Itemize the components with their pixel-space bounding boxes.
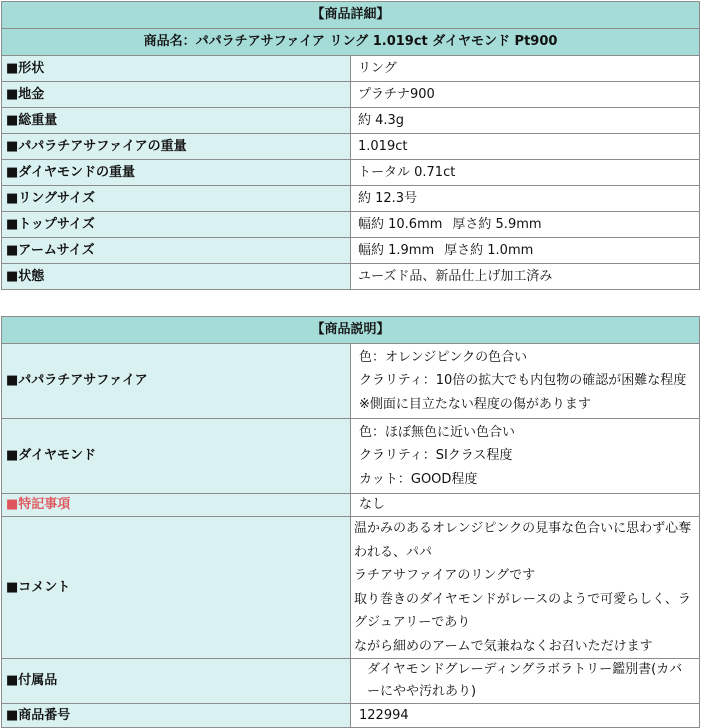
spec-label-metal: ■地金	[2, 82, 351, 108]
padparadscha-clarity: クラリティ：10倍の拡大でも内包物の確認が困難な程度	[359, 373, 687, 389]
desc-value-notes: なし	[351, 494, 700, 517]
spec-label-diamond-weight: ■ダイヤモンドの重量	[2, 160, 351, 186]
comment-line: 取り巻きのダイヤモンドがレースのようで可愛らしく、ラグジュアリーであり	[354, 591, 691, 630]
table-row	[2, 108, 700, 134]
table-row	[2, 494, 700, 517]
spec-value-total-weight: 約 4.3g	[351, 108, 700, 134]
table-row	[2, 160, 700, 186]
desc-value-comment	[351, 517, 700, 659]
table-row	[2, 344, 700, 419]
details-heading: 【商品詳細】	[2, 2, 700, 29]
product-description-table	[1, 316, 700, 728]
desc-value-product-number: 122994	[351, 704, 700, 728]
diamond-color: 色：ほぼ無色に近い色合い	[359, 424, 516, 440]
top-thickness: 厚さ約 5.9mm	[452, 217, 542, 232]
spec-value-top-size	[351, 212, 700, 238]
table-row	[2, 517, 700, 659]
table-row	[2, 264, 700, 290]
table-row	[2, 134, 700, 160]
spec-value-condition: ユーズド品、新品仕上げ加工済み	[351, 264, 700, 290]
spec-value-shape: リング	[351, 56, 700, 82]
spec-label-shape: ■形状	[2, 56, 351, 82]
arm-width: 幅約 1.9mm	[358, 243, 435, 258]
spec-value-diamond-weight: トータル 0.71ct	[351, 160, 700, 186]
table-row	[2, 704, 700, 728]
spec-label-ring-size: ■リングサイズ	[2, 186, 351, 212]
desc-label-product-number: ■商品番号	[2, 704, 351, 728]
spec-label-arm-size: ■アームサイズ	[2, 238, 351, 264]
desc-label-accessories: ■付属品	[2, 659, 351, 704]
spec-label-top-size: ■トップサイズ	[2, 212, 351, 238]
spec-value-arm-size	[351, 238, 700, 264]
description-heading: 【商品説明】	[2, 317, 700, 344]
desc-label-diamond: ■ダイヤモンド	[2, 419, 351, 494]
table-row	[2, 82, 700, 108]
product-name: 商品名：パパラチアサファイア リング 1.019ct ダイヤモンド Pt900	[2, 29, 700, 56]
arm-thickness: 厚さ約 1.0mm	[444, 243, 534, 258]
padparadscha-note: ※側面に目立たない程度の傷があります	[359, 396, 591, 412]
spec-value-metal: プラチナ900	[351, 82, 700, 108]
diamond-cut: カット：GOOD程度	[359, 471, 478, 487]
top-width: 幅約 10.6mm	[358, 217, 443, 232]
table-row	[2, 238, 700, 264]
spec-value-ring-size: 約 12.3号	[351, 186, 700, 212]
table-row	[2, 186, 700, 212]
desc-label-notes: ■特記事項	[2, 494, 351, 517]
table-row	[2, 419, 700, 494]
padparadscha-color: 色：オレンジピンクの色合い	[359, 349, 528, 365]
spec-value-padparadscha-weight: 1.019ct	[351, 134, 700, 160]
spec-label-padparadscha-weight: ■パパラチアサファイアの重量	[2, 134, 351, 160]
comment-line: ながら細めのアームで気兼ねなくお召いただけます	[354, 638, 653, 654]
table-row	[2, 212, 700, 238]
table-row	[2, 56, 700, 82]
comment-line: 温かみのあるオレンジピンクの見事な色合いに思わず心奪われる、パパ	[354, 521, 692, 560]
spec-label-total-weight: ■総重量	[2, 108, 351, 134]
spec-label-condition: ■状態	[2, 264, 351, 290]
desc-label-padparadscha: ■パパラチアサファイア	[2, 344, 351, 419]
desc-label-comment: ■コメント	[2, 517, 351, 659]
desc-value-accessories: ダイヤモンドグレーディングラボラトリー鑑別書(カバーにやや汚れあり)	[351, 659, 700, 704]
desc-value-diamond	[351, 419, 700, 494]
desc-value-padparadscha	[351, 344, 700, 419]
diamond-clarity: クラリティ：SIクラス程度	[359, 448, 513, 464]
table-row	[2, 659, 700, 704]
product-details-table	[1, 1, 700, 290]
comment-line: ラチアサファイアのリングです	[354, 568, 536, 583]
